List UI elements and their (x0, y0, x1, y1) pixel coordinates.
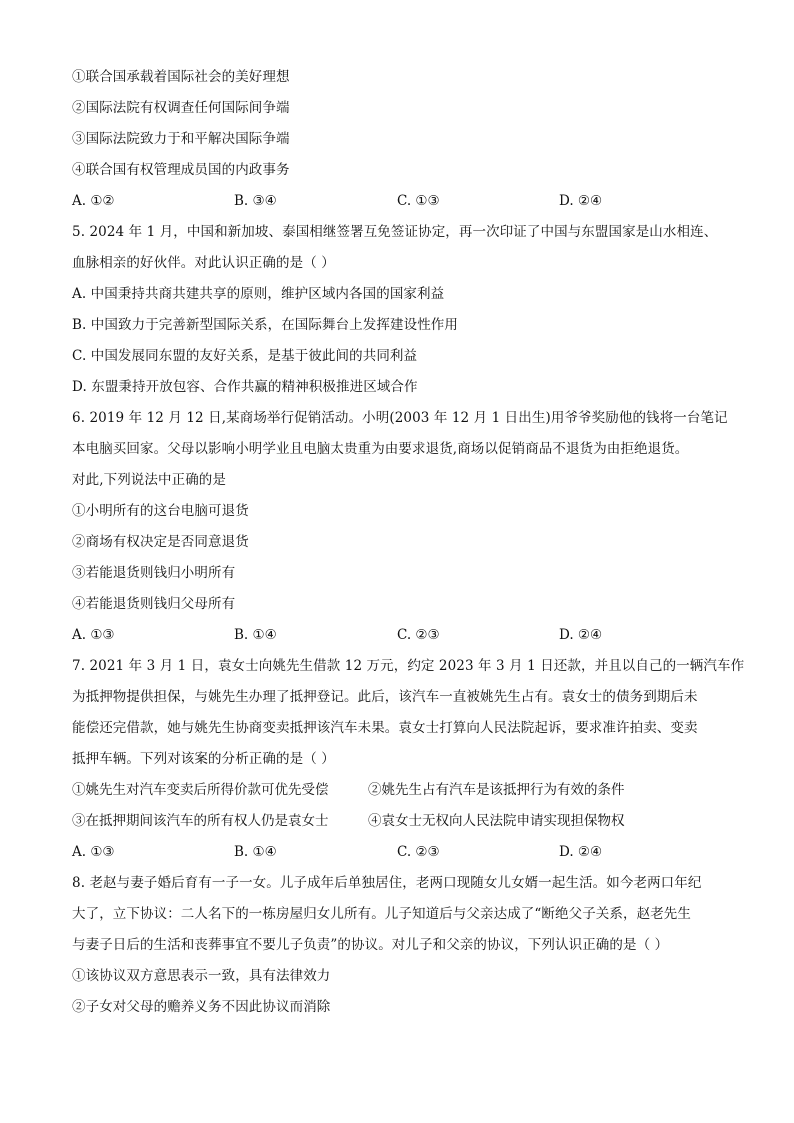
q4-choice-a: A. ①② (72, 193, 115, 209)
q6-statement-1: ①小明所有的这台电脑可退货 (72, 503, 249, 519)
q6-choices (72, 620, 722, 651)
q7-choice-c: C. ②③ (397, 844, 440, 860)
q8-stem-line-3: 与妻子日后的生活和丧葬事宜不要儿子负责”的协议。对儿子和父亲的协议，下列认识正确的是（ ） (72, 937, 669, 953)
q7-statement-3: ③在抵押期间该汽车的所有权人仍是袁女士 (72, 813, 329, 829)
q6-choice-b: B. ①④ (234, 627, 277, 643)
q7-statements-row-1 (72, 775, 722, 806)
q7-choice-d: D. ②④ (559, 844, 603, 860)
q6-statement-4: ④若能退货则钱归父母所有 (72, 596, 236, 612)
q7-choice-a: A. ①③ (72, 844, 115, 860)
q7-stem-line-3: 能偿还完借款，她与姚先生协商变卖抵押该汽车未果。袁女士打算向人民法院起诉，要求准许拍卖、变卖 (72, 720, 698, 736)
q6-stem-line-3: 对此,下列说法中正确的是 (72, 472, 226, 488)
q4-choice-b: B. ③④ (234, 193, 277, 209)
q4-choices (72, 186, 722, 217)
q6-stem-line-2: 本电脑买回家。父母以影响小明学业且电脑太贵重为由要求退货,商场以促销商品不退货为由拒绝退货。 (72, 441, 689, 457)
exam-page (72, 62, 745, 1023)
q7-choices (72, 837, 722, 868)
q5-option-c: C. 中国发展同东盟的友好关系，是基于彼此间的共同利益 (72, 348, 418, 364)
q5-option-d: D. 东盟秉持开放包容、合作共赢的精神积极推进区域合作 (72, 379, 418, 395)
q5-stem-line-1: 5. 2024 年 1 月，中国和新加坡、泰国相继签署互免签证协定，再一次印证了中国与东盟国家是山水相连、 (72, 224, 718, 240)
q7-statement-2: ②姚先生占有汽车是该抵押行为有效的条件 (368, 782, 625, 798)
q7-stem-line-4: 抵押车辆。下列对该案的分析正确的是（ ） (72, 751, 335, 767)
q7-stem-line-1: 7. 2021 年 3 月 1 日，袁女士向姚先生借款 12 万元，约定 2023 年 3 月 1 日还款，并且以自己的一辆汽车作 (72, 658, 745, 674)
q4-statement-2: ②国际法院有权调查任何国际间争端 (72, 100, 290, 116)
q6-statement-3: ③若能退货则钱归小明所有 (72, 565, 236, 581)
q6-statement-2: ②商场有权决定是否同意退货 (72, 534, 249, 550)
q4-choice-d: D. ②④ (559, 193, 603, 209)
q7-choice-b: B. ①④ (234, 844, 277, 860)
q6-stem-line-1: 6. 2019 年 12 月 12 日,某商场举行促销活动。小明(2003 年 12 月 1 日出生)用爷爷奖励他的钱将一台笔记 (72, 410, 728, 426)
q8-stem-line-2: 大了，立下协议：二人名下的一栋房屋归女儿所有。儿子知道后与父亲达成了“断绝父子关系，赵老先生 (72, 906, 691, 922)
q6-choice-d: D. ②④ (559, 627, 603, 643)
q8-stem-line-1: 8. 老赵与妻子婚后育有一子一女。儿子成年后单独居住，老两口现随女儿女婿一起生活。如今老两口年纪 (72, 875, 702, 891)
q5-stem-line-2: 血脉相亲的好伙伴。对此认识正确的是（ ） (72, 255, 335, 271)
q4-statement-4: ④联合国有权管理成员国的内政事务 (72, 162, 290, 178)
q7-stem-line-2: 为抵押物提供担保，与姚先生办理了抵押登记。此后，该汽车一直被姚先生占有。袁女士的债务到期后未 (72, 689, 698, 705)
q7-statement-1: ①姚先生对汽车变卖后所得价款可优先受偿 (72, 782, 329, 798)
q7-statements-row-2 (72, 806, 722, 837)
q6-choice-c: C. ②③ (397, 627, 440, 643)
q6-choice-a: A. ①③ (72, 627, 115, 643)
q4-statement-3: ③国际法院致力于和平解决国际争端 (72, 131, 290, 147)
q8-statement-1: ①该协议双方意思表示一致，具有法律效力 (72, 968, 331, 984)
q4-choice-c: C. ①③ (397, 193, 440, 209)
q8-statement-2: ②子女对父母的赡养义务不因此协议而消除 (72, 999, 331, 1015)
q7-statement-4: ④袁女士无权向人民法院申请实现担保物权 (368, 813, 625, 829)
q5-option-a: A. 中国秉持共商共建共享的原则，维护区域内各国的国家利益 (72, 286, 445, 302)
q4-statement-1: ①联合国承载着国际社会的美好理想 (72, 69, 290, 85)
q5-option-b: B. 中国致力于完善新型国际关系，在国际舞台上发挥建设性作用 (72, 317, 459, 333)
